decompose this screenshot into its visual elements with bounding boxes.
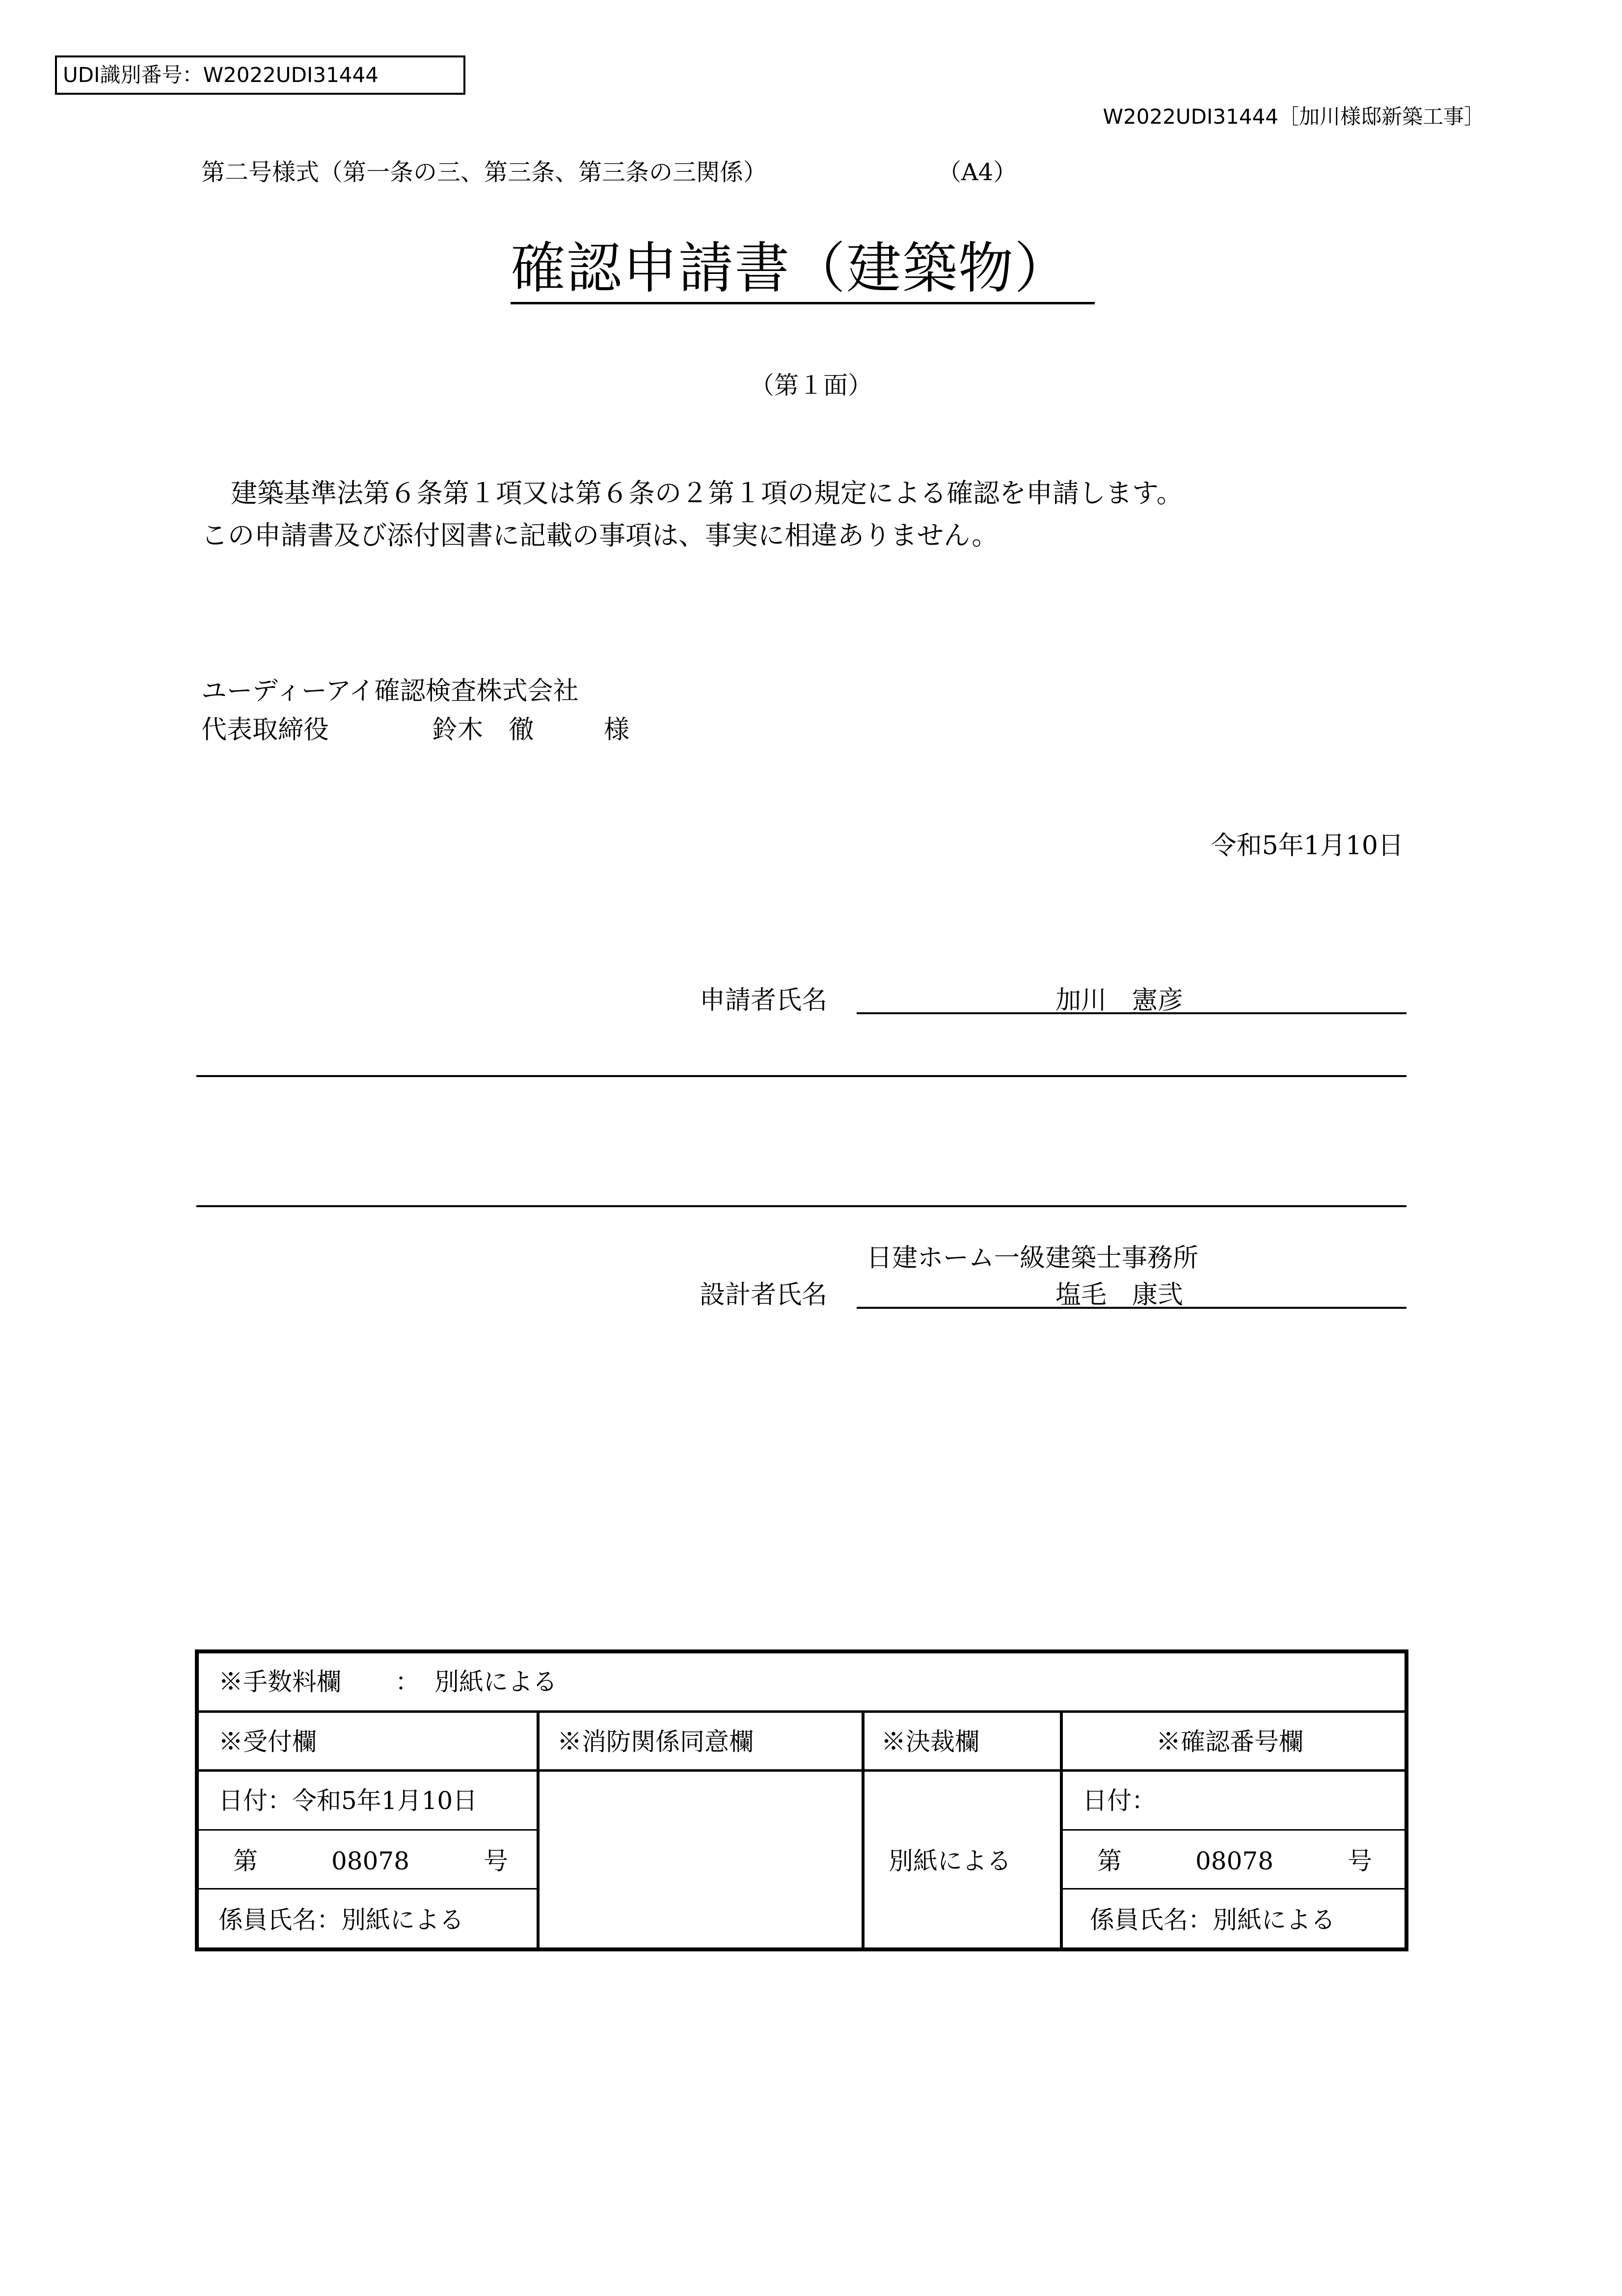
confirmation-date: 日付： [1082, 1786, 1156, 1815]
udi-id-box: UDI識別番号：W2022UDI31444 [55, 55, 465, 95]
designer-name: 塩毛 康弐 [1055, 1280, 1184, 1310]
official-use-table [195, 1649, 1408, 1951]
blank-line-2 [196, 1205, 1406, 1207]
fee-separator: ： [395, 1668, 420, 1696]
designer-label: 設計者氏名 [700, 1280, 828, 1310]
table-divider-h4-left [199, 1888, 537, 1890]
declaration-line-2: この申請書及び添付図書に記載の事項は、事実に相違ありません。 [201, 520, 999, 551]
page-label: （第１面） [750, 371, 872, 400]
confirmation-number-header: ※確認番号欄 [1156, 1728, 1303, 1756]
document-title: 確認申請書（建築物） [511, 236, 1095, 304]
confirmation-number: 08078 [1195, 1847, 1274, 1875]
reception-number: 08078 [331, 1847, 410, 1875]
table-divider-h3-left [199, 1829, 537, 1831]
application-date: 令和5年1月10日 [1211, 831, 1404, 861]
table-divider-h2 [199, 1769, 1405, 1772]
addressee-title: 代表取締役 [201, 715, 329, 745]
form-number: 第二号様式（第一条の三、第三条、第三条の三関係） [201, 159, 767, 186]
reception-number-prefix: 第 [233, 1847, 258, 1875]
applicant-label: 申請者氏名 [700, 986, 828, 1015]
table-divider-h1 [199, 1710, 1405, 1713]
confirmation-number-prefix: 第 [1097, 1847, 1122, 1875]
table-divider-v1 [537, 1710, 540, 1947]
paper-size: （A4） [938, 159, 1017, 186]
decision-value: 別紙による [889, 1847, 1011, 1875]
fee-label: ※手数料欄 [218, 1668, 341, 1696]
reception-date: 日付：令和5年1月10日 [218, 1786, 478, 1815]
table-divider-v3 [1060, 1710, 1063, 1947]
reception-staff: 係員氏名：別紙による [218, 1906, 464, 1934]
blank-line-1 [196, 1075, 1406, 1077]
reception-number-suffix: 号 [484, 1847, 508, 1875]
declaration-line-1: 建築基準法第６条第１項又は第６条の２第１項の規定による確認を申請します。 [231, 478, 1183, 509]
table-divider-h3-right [1060, 1829, 1405, 1831]
project-reference: W2022UDI31444［加川様邸新築工事］ [1103, 105, 1485, 129]
table-divider-v2 [862, 1710, 865, 1947]
decision-header: ※決裁欄 [881, 1728, 979, 1756]
addressee-company: ユーディーアイ確認検査株式会社 [201, 676, 579, 706]
reception-header: ※受付欄 [218, 1728, 317, 1756]
table-divider-h4-right [1060, 1888, 1405, 1890]
addressee-name: 鈴木 徹 [432, 715, 535, 745]
designer-office: 日建ホーム一級建築士事務所 [866, 1243, 1199, 1273]
confirmation-number-suffix: 号 [1348, 1847, 1372, 1875]
confirmation-staff: 係員氏名：別紙による [1090, 1906, 1335, 1934]
applicant-name: 加川 憲彦 [1055, 986, 1184, 1015]
addressee-honorific: 様 [604, 715, 630, 745]
fee-value: 別紙による [434, 1668, 557, 1696]
fire-consent-header: ※消防関係同意欄 [557, 1728, 754, 1756]
